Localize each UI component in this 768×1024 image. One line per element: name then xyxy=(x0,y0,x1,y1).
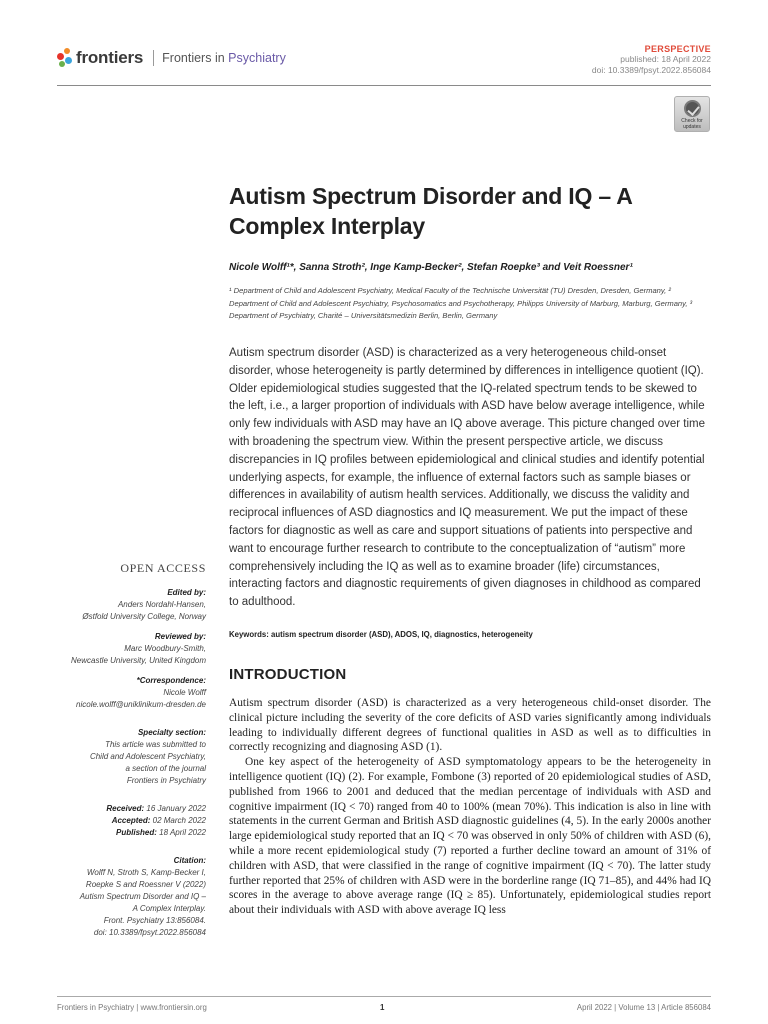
specialty-line: Child and Adolescent Psychiatry, xyxy=(89,752,206,761)
page-number: 1 xyxy=(380,1003,385,1012)
published-date: published: 18 April 2022 xyxy=(620,54,711,64)
header-divider xyxy=(57,85,711,86)
frontiers-logo-icon xyxy=(57,47,73,69)
correspondence-name: Nicole Wolff xyxy=(163,688,206,697)
specialty-section-label: Specialty section: xyxy=(137,728,206,737)
body-paragraph: One key aspect of the heterogeneity of ASD symptomatology appears to be the heterogeneity in intelligence quotient (IQ) (2). For example, Fombone (3) reported of 20 epidemiological studies of ASD, published from 1966 to 2001 and deduced that the median percentage of individuals with ASD and cognitive impairment (IQ < 70) ranged from 40 to 100% (mean 70%). This indication is also in line with statements in the current German and British ASD diagnostic guidelines (4, 5). In the early 2000s another large epidemiological study reported that an IQ < 70 was observed in only 50% of children with ASD (6), while a more recent epidemiological study (7) reported a further decline toward an amount of 31% of children with ASD, that were classified in the range of cognitive impairment (IQ < 70). The latter study further reported that 25% of children with ASD were in the borderline range (IQ 71–85), and 44% had IQ scores in the average to above average range (IQ ≥ 85). Unfortunately, epidemiological studies report about their individuals with ASD with above average IQ less xyxy=(229,756,711,917)
section-heading: INTRODUCTION xyxy=(229,666,347,683)
body-text xyxy=(229,696,711,918)
citation-doi-link[interactable]: doi: 10.3389/fpsyt.2022.856084 xyxy=(93,928,206,937)
accepted-date: Accepted: 02 March 2022 xyxy=(111,816,206,825)
citation-line: Autism Spectrum Disorder and IQ – xyxy=(79,892,206,901)
citation-line: Wolff N, Stroth S, Kamp-Becker I, xyxy=(86,868,206,877)
abstract: Autism spectrum disorder (ASD) is characterized as a very heterogeneous child-onset disorder, whose heterogeneity is partly determined by differences in intelligence quotient (IQ). Older epidemiological studies suggested that the IQ-related spectrum tends to be skewed to the left, i.e., a larger proportion of individuals with ASD have below average intelligence, while only few individuals with ASD may have an IQ above average. This picture changed over time with broadening the spectrum view. Within the present perspective article, we discuss discrepancies in IQ profiles between epidemiological and clinical studies and identify potential underlying aspects, for example, the influence of external factors such as sample biases or differences in availability of autism health services. Additionally, we discuss the validity and reciprocal influences of ASD diagnostics and IQ measurement. We put the impact of these factors for diagnostic as well as care and support situations of patients into perspective and want to encourage further research to contribute to the conceptualization of “autism” more comprehensively including the IQ as well as to examine broader (life) circumstances, interacting factors and diagnostic requirements of given diagnoses in childhood as compared to adulthood. xyxy=(229,347,706,609)
reviewer-affiliation: Newcastle University, United Kingdom xyxy=(70,656,206,665)
affiliations: ¹ Department of Child and Adolescent Psychiatry, Medical Faculty of the Technische Universität (TU) Dresden, Dresden, Germany, ² Department of Child and Adolescent Psychiatry, Psychosomatics and Psychotherapy, Philipps University of Marburg, Marburg, Germany, ³ Department of Psychiatry, Charité – Universitätsmedizin Berlin, Berlin, Germany xyxy=(229,286,693,320)
received-date: Received: 16 January 2022 xyxy=(106,804,206,813)
citation-line: Front. Psychiatry 13:856084. xyxy=(103,916,206,925)
citation-label: Citation: xyxy=(173,856,206,865)
journal-prefix: Frontiers in xyxy=(162,51,225,65)
article-type: PERSPECTIVE xyxy=(644,44,711,54)
footer-journal-link[interactable]: Frontiers in Psychiatry | www.frontiersin.org xyxy=(57,1003,207,1012)
specialty-line: Frontiers in Psychiatry xyxy=(126,776,206,785)
author-list: Nicole Wolff¹*, Sanna Stroth², Inge Kamp-Becker², Stefan Roepke³ and Veit Roessner¹ xyxy=(229,262,633,273)
citation-line: Roepke S and Roessner V (2022) xyxy=(85,880,206,889)
correspondence-label: *Correspondence: xyxy=(136,676,206,685)
article-meta xyxy=(592,44,711,76)
article-title: Autism Spectrum Disorder and IQ – A Complex Interplay xyxy=(229,183,632,239)
keywords: Keywords: autism spectrum disorder (ASD), ADOS, IQ, diagnostics, heterogeneity xyxy=(229,630,533,639)
doi[interactable]: doi: 10.3389/fpsyt.2022.856084 xyxy=(591,65,711,75)
reviewer-name: Marc Woodbury-Smith, xyxy=(124,644,206,653)
check-for-updates-label: Check for updates xyxy=(681,118,703,130)
editor-name: Anders Nordahl-Hansen, xyxy=(117,600,206,609)
editor-affiliation: Østfold University College, Norway xyxy=(82,612,206,621)
specialty-line: a section of the journal xyxy=(125,764,206,773)
body-paragraph: Autism spectrum disorder (ASD) is characterized as a very heterogeneous child-onset disorder. The clinical picture including the severity of the core deficits of ASD varies significantly among individuals leading to individually different degrees of functional qualities in ASD as well as to difficulties in correctly recognizing and diagnosing ASD (1). xyxy=(229,697,711,754)
brand-name: frontiers xyxy=(76,48,144,67)
footer-divider xyxy=(57,996,711,997)
journal-accent: Psychiatry xyxy=(228,51,286,65)
frontiers-logo[interactable] xyxy=(57,45,286,71)
specialty-line: This article was submitted to xyxy=(105,740,206,749)
logo-divider xyxy=(153,50,154,66)
published-date-sidebar: Published: 18 April 2022 xyxy=(116,828,206,837)
check-for-updates-button[interactable] xyxy=(674,96,710,132)
journal-name xyxy=(162,51,286,65)
open-access-label: OPEN ACCESS xyxy=(120,561,206,575)
citation-line: A Complex Interplay. xyxy=(132,904,206,913)
check-icon xyxy=(684,100,701,117)
reviewed-by-label: Reviewed by: xyxy=(154,632,206,641)
footer-volume-info: April 2022 | Volume 13 | Article 856084 xyxy=(576,1003,711,1012)
correspondence-email-link[interactable]: nicole.wolff@uniklinikum-dresden.de xyxy=(76,700,206,709)
article-sidebar xyxy=(57,561,206,939)
edited-by-label: Edited by: xyxy=(167,588,206,597)
